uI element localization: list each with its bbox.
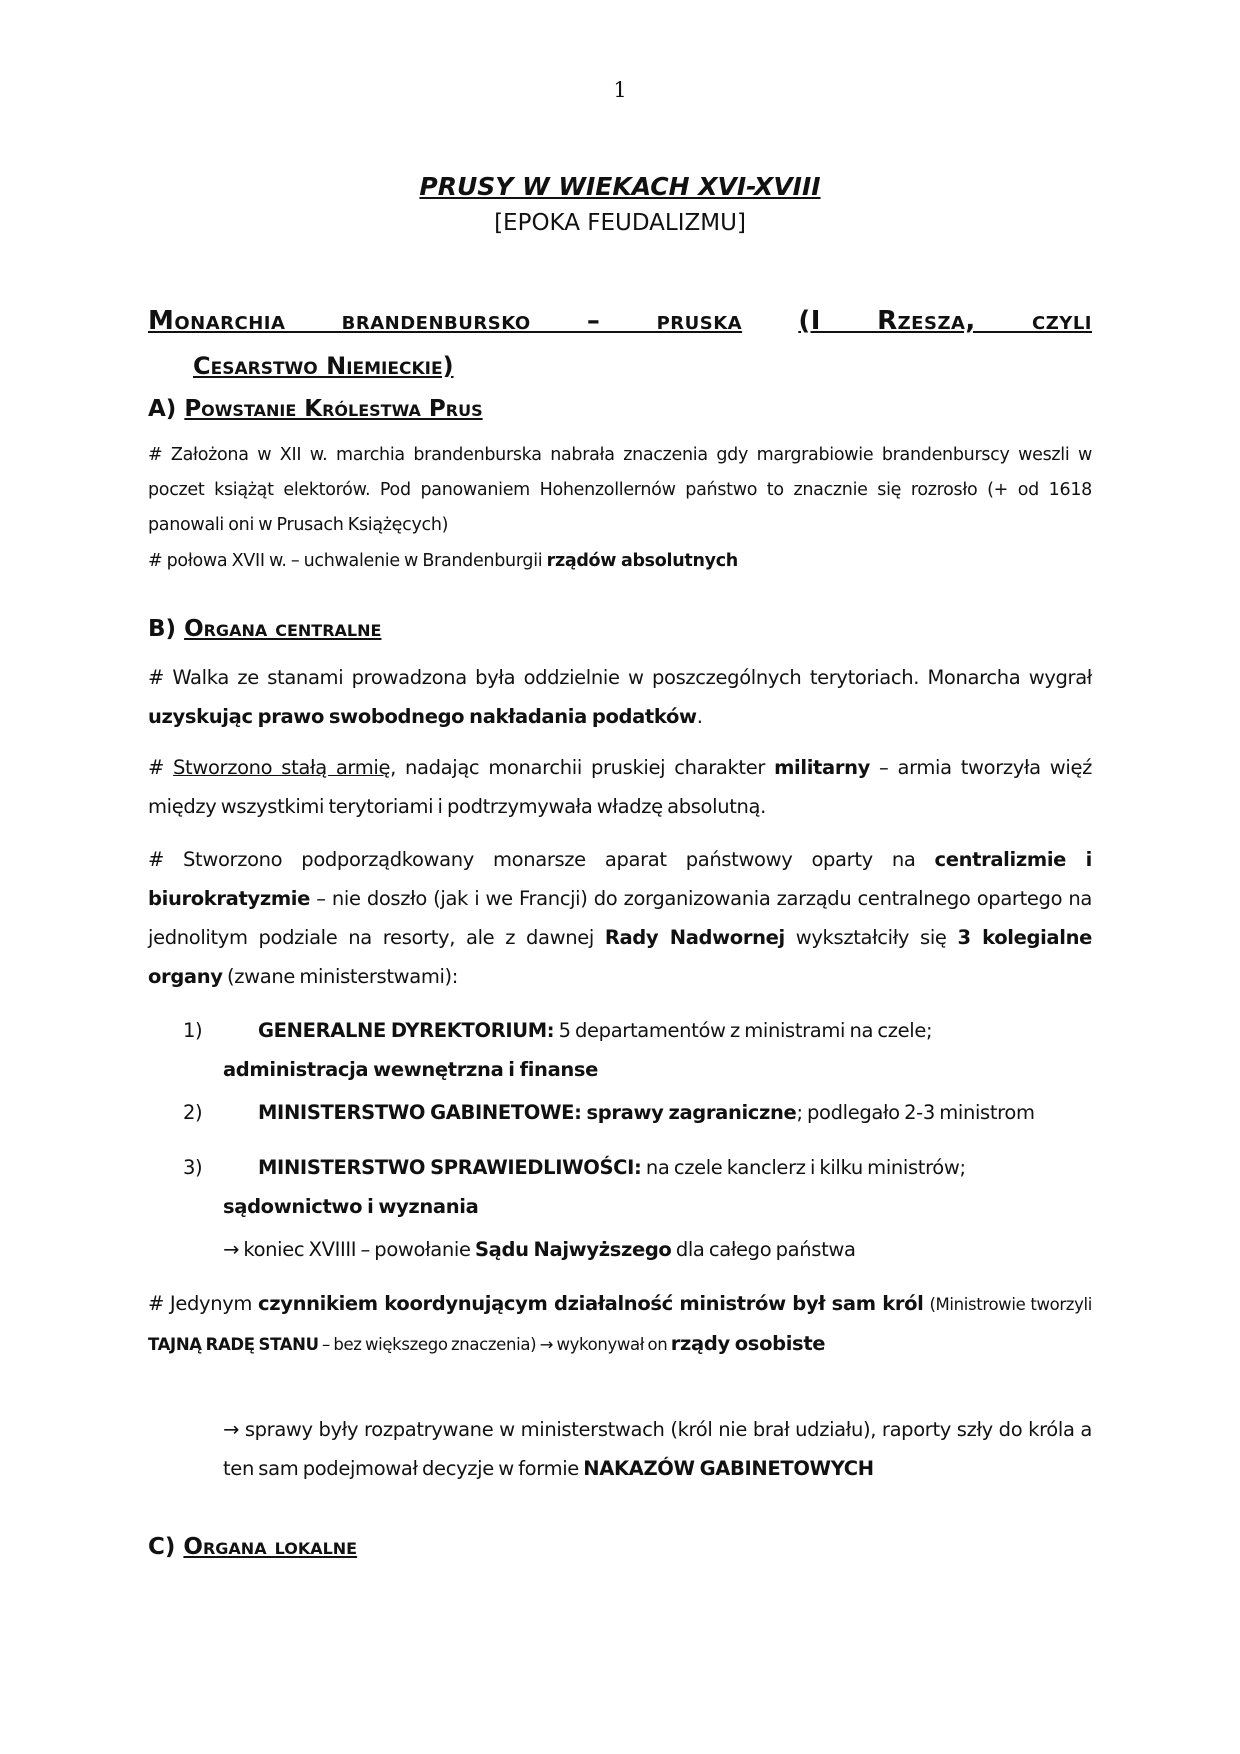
- section-b-p1-end: .: [696, 705, 703, 728]
- section-a-heading: [148, 396, 1092, 422]
- section-b-marker: B): [148, 616, 177, 642]
- document-title: PRUSY W WIEKACH XVI-XVIII: [419, 172, 821, 201]
- section-b-p3-e: (zwane ministerstwami):: [222, 965, 459, 988]
- section-c-heading: [148, 1534, 1092, 1560]
- list-item-bold: MINISTERSTWO GABINETOWE:: [258, 1101, 582, 1124]
- section-a-paragraph-1: # Założona w XII w. marchia brandenburska nabrała znaczenia gdy margrabiowie brandenburscy weszli w poczet książąt elektorów. Pod panowaniem Hohenzollernów państwo to znacznie się rozrosło (+ od 1618 panowali oni w Prusach Książęcych): [148, 445, 1092, 535]
- section-b-p4-small: (Ministrowie tworzyli: [929, 1295, 1092, 1314]
- section-c-marker: C): [148, 1534, 176, 1560]
- list-item-rest: ; podlegało 2-3 ministrom: [796, 1101, 1035, 1124]
- section-b-p3-bold-3: 3 kolegialne organy: [148, 926, 1092, 988]
- section-b-p4-small-2: – bez większego znaczenia) → wykonywał on: [318, 1335, 671, 1354]
- section-b-p3-c: – nie doszło (jak i we Francji) do zorganizowania zarządu centralnego opartego na jednolitym podziale na resorty, ale z dawnej: [148, 887, 1092, 949]
- list-item-number: 3): [183, 1156, 203, 1179]
- arrow-note-1-bold: Sądu Najwyższego: [474, 1238, 672, 1261]
- list-item-bold: MINISTERSTWO SPRAWIEDLIWOŚCI:: [258, 1156, 642, 1179]
- section-b-p4-a: # Jedynym: [148, 1292, 258, 1315]
- list-item-text: [258, 1093, 1092, 1132]
- list-item-line2: sądownictwo i wyznania: [223, 1195, 479, 1218]
- section-b-title: Organa centralne: [184, 616, 382, 642]
- section-b-p2-mid: , nadając monarchii pruskiej charakter: [390, 756, 775, 779]
- list-item-text: [258, 1011, 1092, 1050]
- section-c-title: Organa lokalne: [183, 1534, 358, 1560]
- list-item-bold-2: sprawy zagraniczne: [581, 1101, 797, 1124]
- section-b-p4-bold: czynnikiem koordynującym działalność ministrów był sam król: [258, 1292, 924, 1315]
- list-item-text: [258, 1148, 1092, 1187]
- main-heading: [148, 306, 1092, 336]
- section-b-paragraph-2: [148, 748, 1092, 826]
- section-b-paragraph-1: [148, 658, 1092, 736]
- list-item-number: 2): [183, 1101, 203, 1124]
- main-heading-part1: Monarchia brandenbursko – pruska: [148, 306, 743, 336]
- section-b-heading: [148, 616, 1092, 642]
- section-b-paragraph-4: [148, 1284, 1092, 1364]
- arrow-note-1: [223, 1230, 1092, 1269]
- document-subtitle: [EPOKA FEUDALIZMU]: [494, 210, 746, 236]
- section-b-p2-hash: #: [148, 756, 174, 779]
- list-item-rest: na czele kanclerz i kilku ministrów;: [641, 1156, 966, 1179]
- section-b-p3-d: wykształciły się: [784, 926, 958, 949]
- arrow-note-2: [223, 1410, 1092, 1488]
- list-item-bold: GENERALNE DYREKTORIUM:: [258, 1019, 555, 1042]
- list-item-rest: 5 departamentów z ministrami na czele;: [554, 1019, 933, 1042]
- section-a-p2-text: # połowa XVII w. – uchwalenie w Brandenburgii: [148, 551, 547, 571]
- list-item-number: 1): [183, 1019, 203, 1042]
- main-heading-line2: Cesarstwo Niemieckie): [193, 352, 454, 380]
- section-b-p2-end: – armia tworzyła więź między wszystkimi terytoriami i podtrzymywała władzę absolutną.: [148, 756, 1092, 818]
- main-heading-part2: (I Rzesza, czyli: [798, 306, 1092, 336]
- section-a-p2-bold: rządów absolutnych: [546, 551, 738, 571]
- section-b-paragraph-3: [148, 840, 1092, 996]
- section-b-p4-bold-2: rządy osobiste: [670, 1332, 826, 1355]
- list-item-line2: administracja wewnętrzna i finanse: [223, 1058, 599, 1081]
- section-b-p3-a: # Stworzono podporządkowany monarsze aparat państwowy oparty na: [148, 848, 935, 871]
- arrow-note-1-text: → koniec XVIIII – powołanie: [223, 1238, 475, 1261]
- section-a-marker: A): [148, 396, 177, 422]
- section-b-p1-text: # Walka ze stanami prowadzona była oddzielnie w poszczególnych terytoriach. Monarcha wygrał: [148, 666, 1092, 689]
- page-number: 1: [613, 78, 627, 102]
- section-b-p3-bold-1: centralizmie i biurokratyzmie: [148, 848, 1092, 910]
- section-b-p1-bold: uzyskując prawo swobodnego nakładania podatków: [148, 705, 697, 728]
- section-b-p2-underlined: Stworzono stałą armię: [173, 756, 391, 779]
- section-b-p3-bold-2: Rady Nadwornej: [604, 926, 785, 949]
- arrow-note-1-end: dla całego państwa: [671, 1238, 856, 1261]
- arrow-note-2-text: → sprawy były rozpatrywane w ministerstwach (król nie brał udziału), raporty szły do króla a ten sam podejmował decyzje w formie: [223, 1418, 1092, 1480]
- section-b-p4-small-bold: TAJNĄ RADĘ STANU: [148, 1335, 319, 1354]
- section-a-paragraph-2: [148, 544, 1092, 579]
- section-a-title: Powstanie Królestwa Prus: [184, 396, 483, 422]
- arrow-note-2-bold: NAKAZÓW GABINETOWYCH: [583, 1457, 874, 1480]
- section-b-p2-bold: militarny: [774, 756, 870, 779]
